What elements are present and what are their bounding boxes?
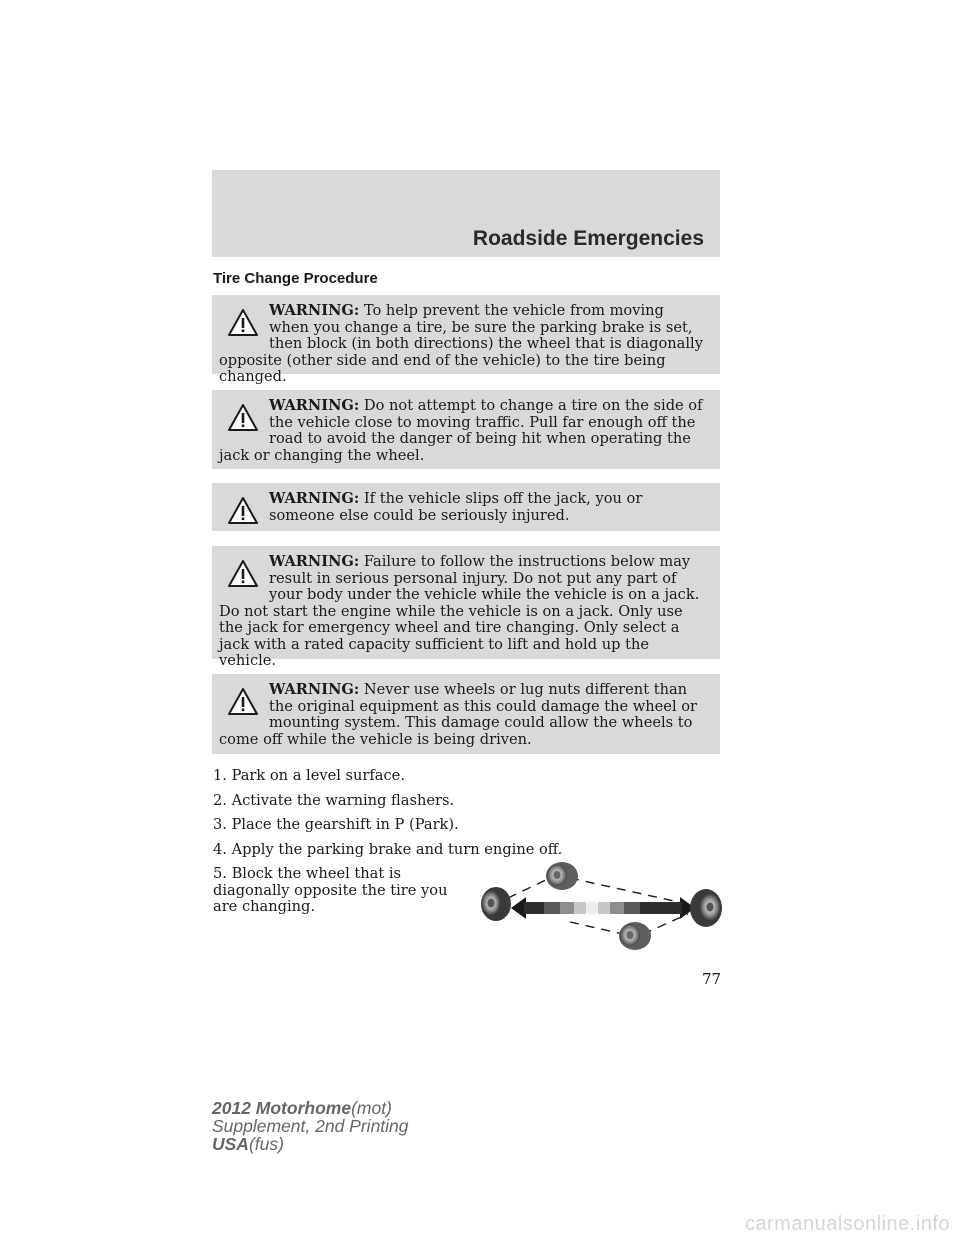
- footer-market: USA: [212, 1134, 249, 1154]
- section-header-band: [212, 170, 720, 257]
- page-title: Tire Change Procedure: [213, 270, 378, 287]
- tire-icon: [619, 922, 651, 950]
- warning-text: Never use wheels or lug nuts different than the original equipment as this could damage the wheel or mounting system. This damage could allow the wheels to come off while the vehicle is being driven.: [219, 681, 698, 748]
- warning-triangle-icon: [227, 687, 259, 717]
- warning-triangle-icon: [227, 559, 259, 589]
- warning-label: WARNING:: [269, 490, 360, 507]
- warning-label: WARNING:: [269, 681, 360, 698]
- footer-market-code: (fus): [248, 1134, 284, 1154]
- warning-text: To help prevent the vehicle from moving when you change a tire, be sure the parking brake is set, then block (in both directions) the wheel that is diagonally opposite (other side and end of the vehicle) to the tire being changed.: [219, 302, 703, 385]
- warning-triangle-icon: [227, 496, 259, 526]
- step-item: 4. Apply the parking brake and turn engine off.: [213, 840, 563, 858]
- section-header-title: Roadside Emergencies: [472, 227, 704, 250]
- warning-text: Do not attempt to change a tire on the side of the vehicle close to moving traffic. Pull far enough off the road to avoid the danger of being hit when operating the jack or changing the wheel.: [219, 397, 703, 464]
- watermark: carmanualsonline.info: [744, 1213, 950, 1235]
- warning-text: If the vehicle slips off the jack, you or someone else could be seriously injured.: [269, 490, 643, 524]
- warning-box-1: [212, 295, 720, 385]
- step-item: 3. Place the gearshift in P (Park).: [213, 816, 459, 833]
- print-footer: [212, 1099, 409, 1153]
- footer-model: 2012 Motorhome: [212, 1098, 352, 1118]
- step-item: 1. Park on a level surface.: [213, 767, 405, 784]
- warning-label: WARNING:: [269, 553, 360, 570]
- footer-model-code: (mot): [351, 1098, 392, 1118]
- tire-icon: [481, 887, 511, 921]
- footer-printing: Supplement, 2nd Printing: [212, 1116, 409, 1136]
- warning-triangle-icon: [227, 308, 259, 338]
- tire-icon: [546, 862, 578, 890]
- warning-box-2: [212, 390, 720, 469]
- warning-box-5: [212, 674, 720, 754]
- warning-text: Failure to follow the instructions below may result in serious personal injury. Do not put any part of your body under the vehicle while the vehicle is on a jack. Do not start the engine while the vehicle is on a jack. Only use the jack for emergency wheel and tire changing. Only select a jack with a rated capacity sufficient to lift and hold up the vehicle.: [219, 553, 700, 669]
- double-arrow-icon: [511, 897, 695, 919]
- warning-triangle-icon: [227, 403, 259, 433]
- page-number: 77: [702, 970, 722, 988]
- warning-label: WARNING:: [269, 302, 360, 319]
- warning-box-3: [212, 483, 720, 531]
- step-item: 5. Block the wheel that is diagonally opposite the tire you are changing.: [213, 865, 448, 915]
- step-item: 2. Activate the warning flashers.: [213, 791, 455, 809]
- warning-label: WARNING:: [269, 397, 360, 414]
- warning-box-4: [212, 546, 720, 669]
- tire-icon: [690, 889, 722, 927]
- wheel-block-diagram: [478, 856, 726, 956]
